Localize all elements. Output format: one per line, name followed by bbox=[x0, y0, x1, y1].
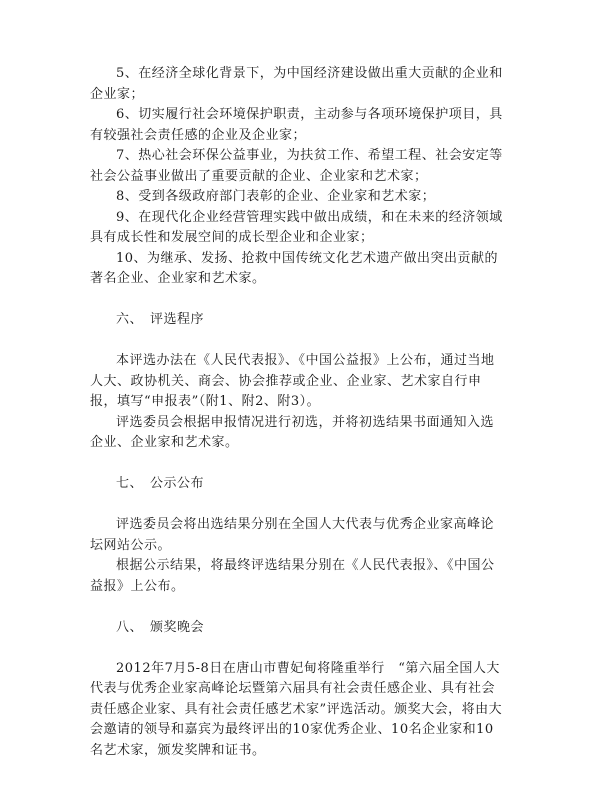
document-body bbox=[90, 64, 506, 761]
procedure-paragraph-1: 本评选办法在《人民代表报》、《中国公益报》上公布，通过当地人大、政协机关、商会、协会推荐或企业、企业家、艺术家自行申报，填写“申报表”（附1、附2、附3）。 bbox=[90, 353, 495, 409]
criteria-item-8: 8、受到各级政府部门表彰的企业、企业家和艺术家； bbox=[116, 189, 436, 204]
spacer bbox=[90, 454, 506, 475]
spacer bbox=[90, 290, 506, 311]
announcement-paragraph-1: 评选委员会将出选结果分别在全国人大代表与优秀企业家高峰论坛网站公示。 bbox=[90, 517, 495, 553]
criteria-item-5: 5、在经济全球化背景下，为中国经济建设做出重大贡献的企业和企业家； bbox=[90, 66, 503, 102]
spacer bbox=[90, 638, 506, 659]
criteria-item-9: 9、在现代化企业经营管理实践中做出成绩，和在未来的经济领域具有成长性和发展空间的成长型企业和企业家； bbox=[90, 209, 503, 245]
announcement-paragraph-2: 根据公示结果，将最终评选结果分别在《人民代表报》、《中国公益报》上公布。 bbox=[90, 558, 495, 594]
procedure-paragraph-2: 评选委员会根据申报情况进行初选，并将初选结果书面通知入选企业、企业家和艺术家。 bbox=[90, 414, 495, 450]
criteria-item-6: 6、切实履行社会环境保护职责，主动参与各项环境保护项目，具有较强社会责任感的企业及企业家； bbox=[90, 107, 503, 143]
criteria-item-7: 7、热心社会环保公益事业，为扶贫工作、希望工程、社会安定等社会公益事业做出了重要贡献的企业、企业家和艺术家； bbox=[90, 148, 503, 184]
section-heading-procedure: 六、 评选程序 bbox=[116, 312, 205, 327]
spacer bbox=[90, 331, 506, 352]
section-heading-award-gala: 八、 颁奖晚会 bbox=[116, 619, 205, 635]
criteria-item-10: 10、为继承、发扬、抢救中国传统文化艺术遗产做出突出贡献的著名企业、企业家和艺术家。 bbox=[90, 250, 499, 286]
award-gala-paragraph-1: 2012年7月5-8日在唐山市曹妃甸将隆重举行 “第六届全国人大代表与优秀企业家高峰论坛暨第六届具有社会责任感企业、具有社会责任感企业家、具有社会责任感艺术家”评选活动。颁奖大会，将由大会邀请的领导和嘉宾为最终评出的10家优秀企业、10名企业家和10名艺术家，颁发奖牌和证书。 bbox=[90, 660, 503, 758]
section-heading-announcement: 七、 公示公布 bbox=[116, 476, 205, 491]
spacer bbox=[90, 597, 506, 618]
spacer bbox=[90, 495, 506, 516]
